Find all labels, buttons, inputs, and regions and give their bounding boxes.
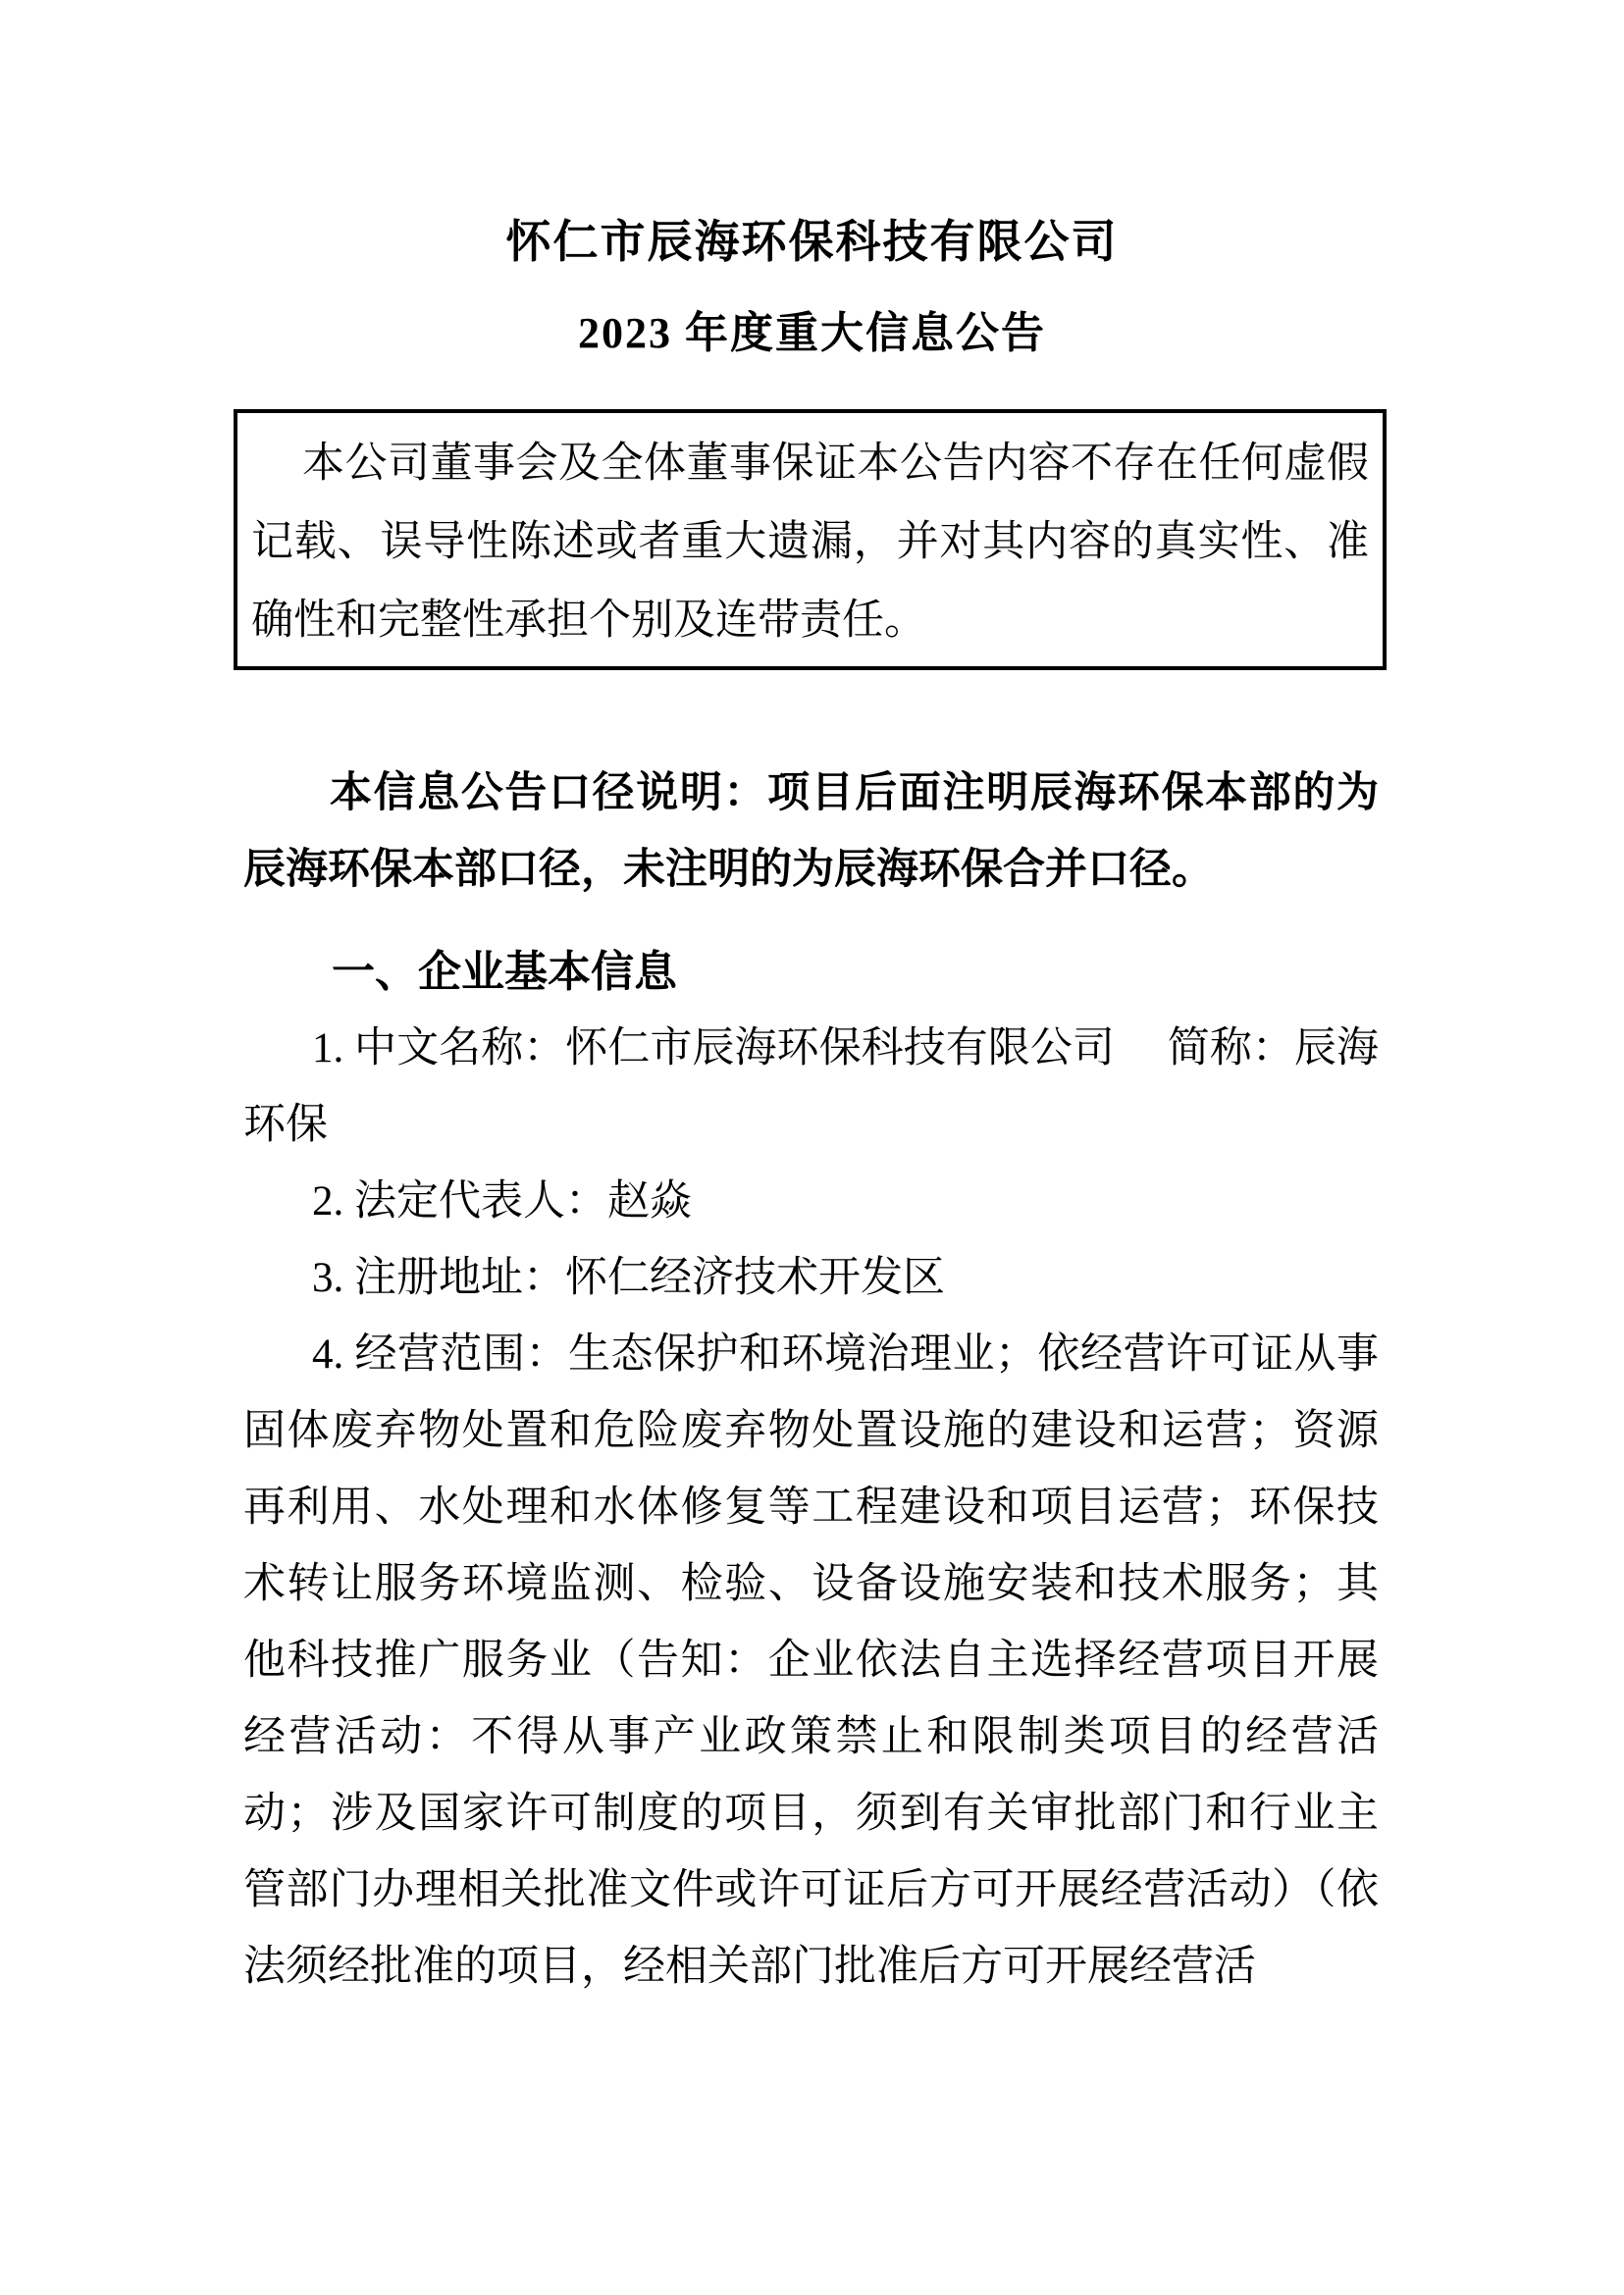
board-statement-box xyxy=(234,409,1387,670)
item-legal-representative: 2. 法定代表人：赵焱 xyxy=(312,1178,692,1225)
caliber-note: 本信息公告口径说明：项目后面注明辰海环保本部的为辰海环保本部口径，未注明的为辰海环保合并口径。 xyxy=(243,770,1379,893)
document-title: 怀仁市辰海环保科技有限公司 xyxy=(505,217,1119,267)
section-basic-info xyxy=(243,934,1379,2006)
item-registered-address: 3. 注册地址：怀仁经济技术开发区 xyxy=(312,1255,945,1301)
board-statement-text: 本公司董事会及全体董事保证本公告内容不存在任何虚假记载、误导性陈述或者重大遗漏，并对其内容的真实性、准确性和完整性承担个别及连带责任。 xyxy=(251,441,1369,644)
document-subtitle: 2023 年度重大信息公告 xyxy=(578,309,1046,357)
section-heading: 一、企业基本信息 xyxy=(332,948,677,996)
item-chinese-name: 1. 中文名称：怀仁市辰海环保科技有限公司 简称：辰海环保 xyxy=(243,1025,1379,1148)
item-business-scope: 4. 经营范围：生态保护和环境治理业；依经营许可证从事固体废弃物处置和危险废弃物处置设施的建设和运营；资源再利用、水处理和水体修复等工程建设和项目运营；环保技术转让服务环境监测、检验、设备设施安装和技术服务；其他科技推广服务业（告知：企业依法自主选择经营项目开展经营活动：不得从事产业政策禁止和限制类项目的经营活动；涉及国家许可制度的项目，须到有关审批部门和行业主管部门办理相关批准文件或许可证后方可开展经营活动）（依法须经批准的项目，经相关部门批准后方可开展经营活 xyxy=(243,1331,1379,1990)
